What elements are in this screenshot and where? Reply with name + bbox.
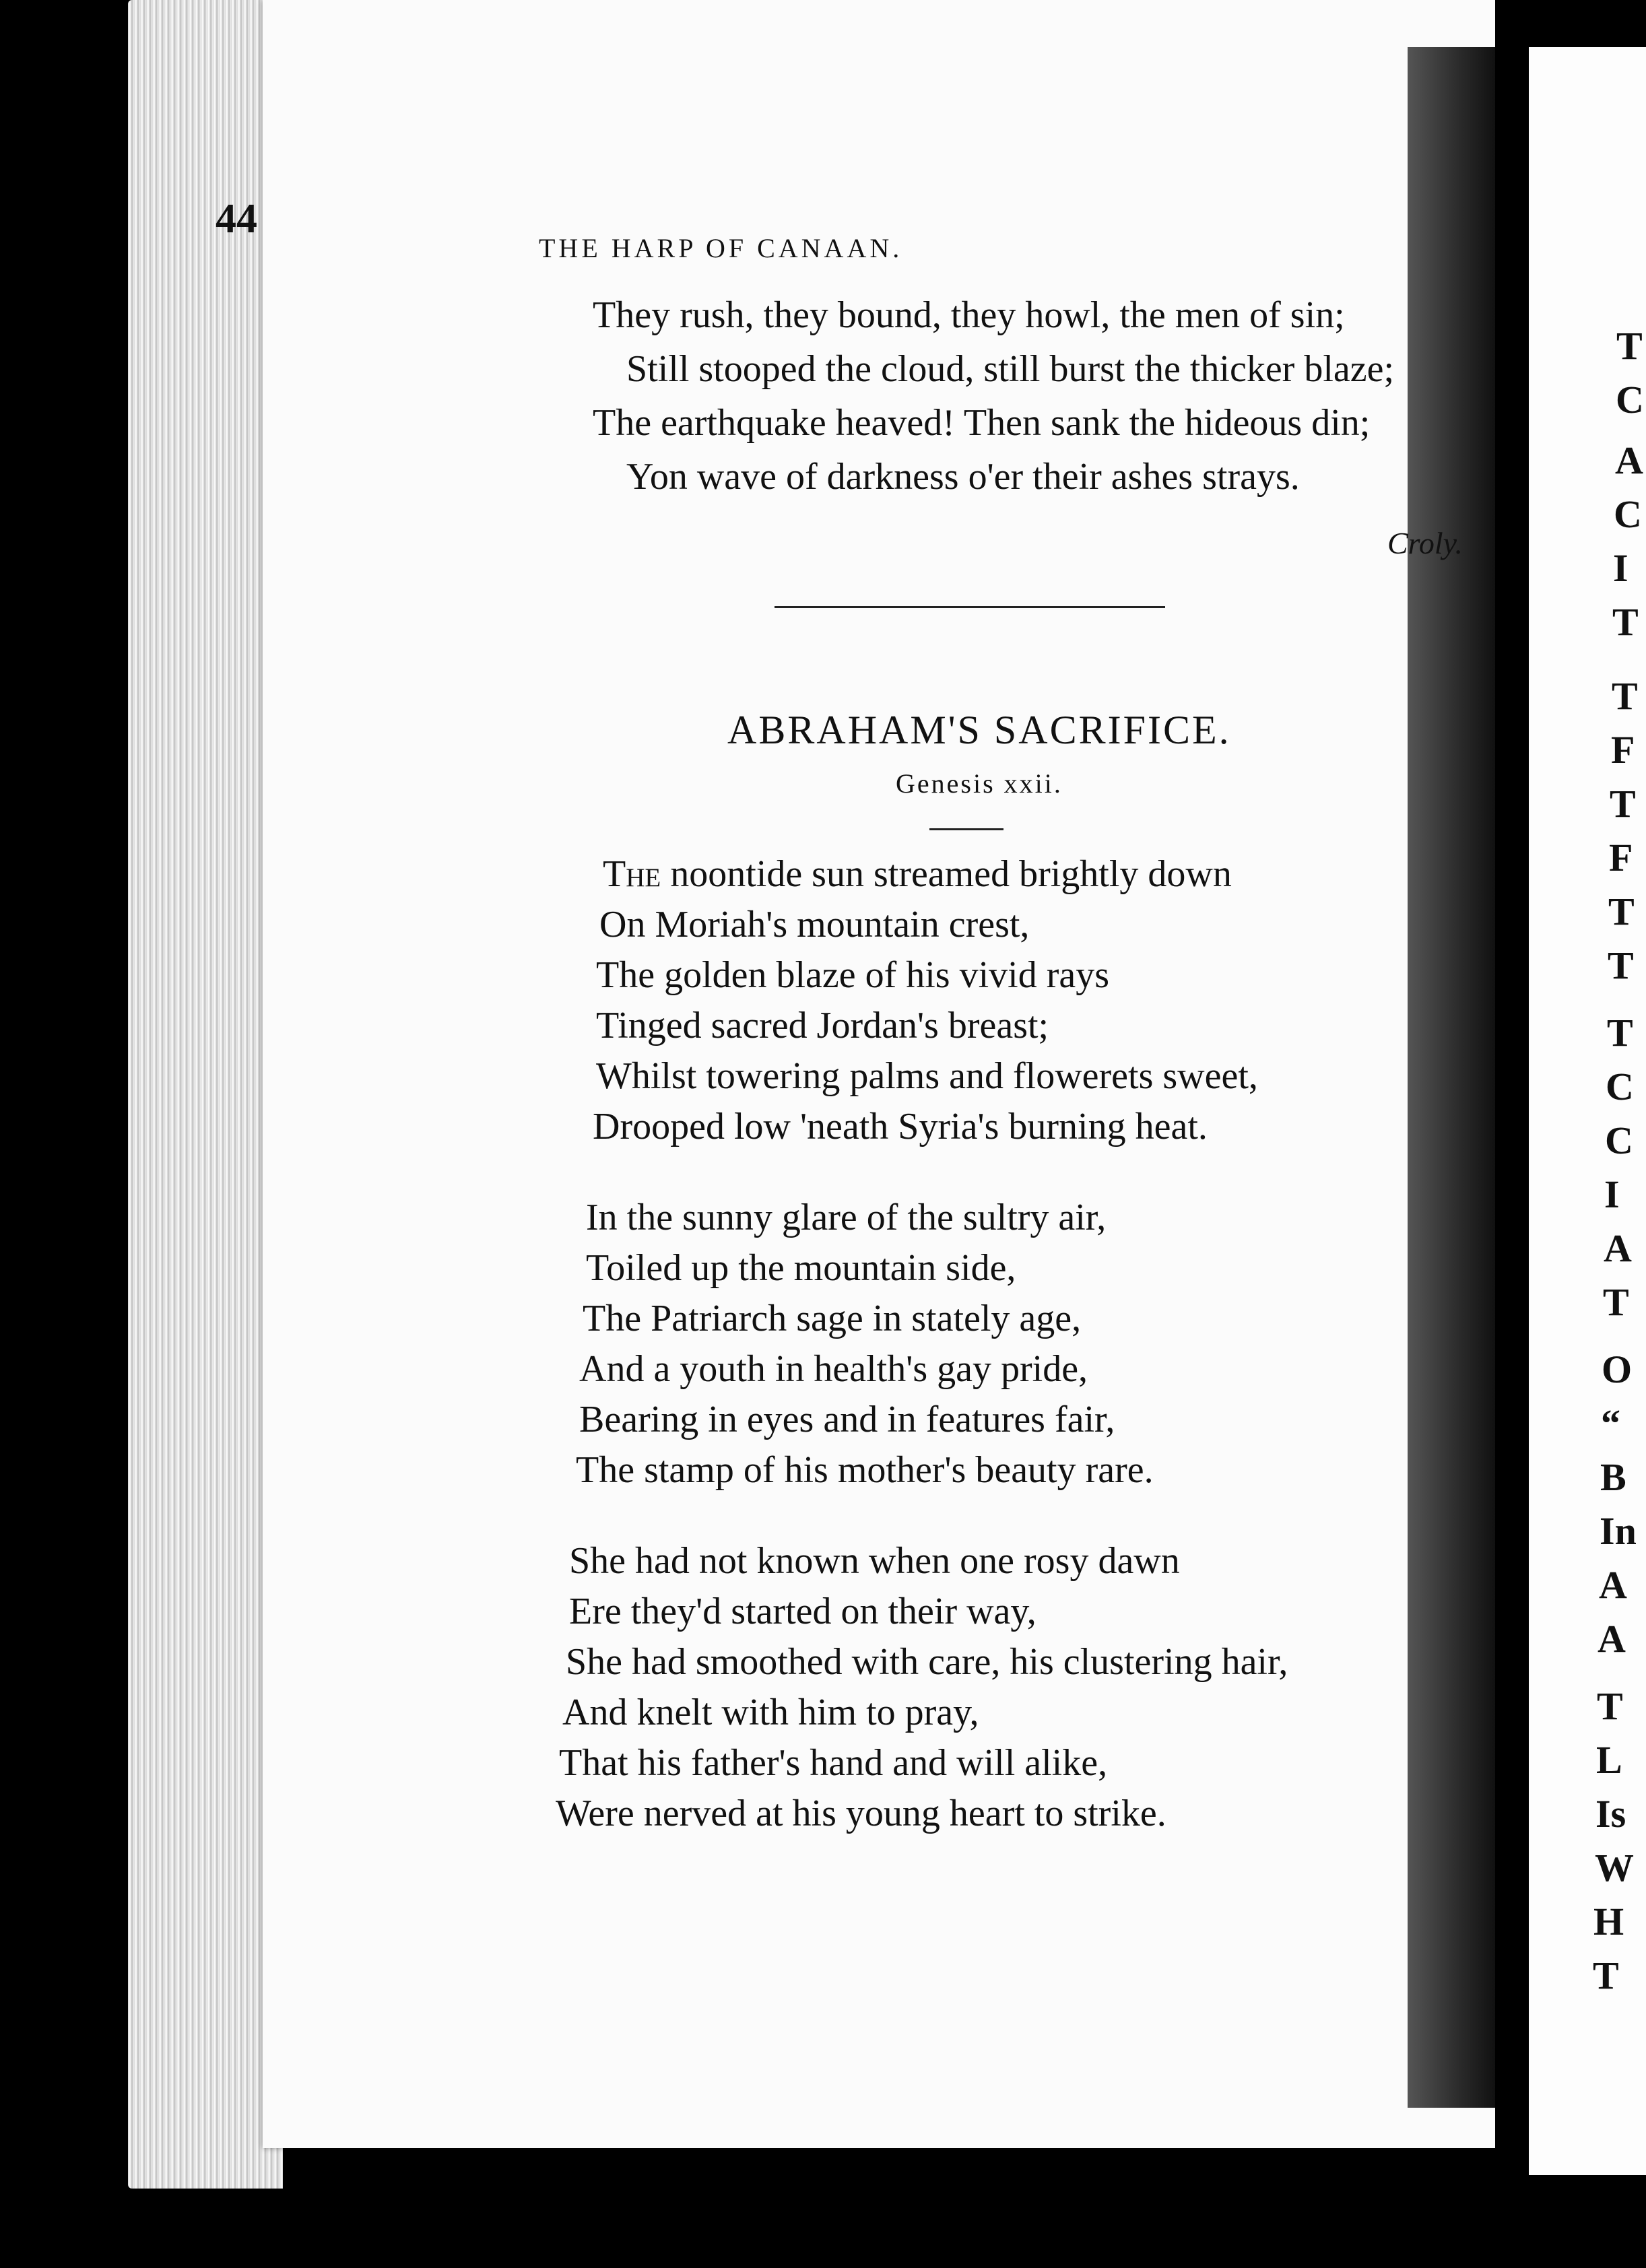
facing-page-letter: T (1616, 324, 1643, 368)
first-line-rest: noontide sun streamed brightly down (661, 853, 1232, 895)
section-divider (775, 606, 1165, 608)
attribution: Croly. (1387, 526, 1463, 560)
book-gutter (1408, 47, 1495, 2108)
facing-page-letter: A (1615, 438, 1643, 482)
verse-line: The golden blaze of his vivid rays (596, 954, 1110, 996)
verse-line: Toiled up the mountain side, (586, 1247, 1016, 1289)
facing-page-letter: A (1599, 1563, 1627, 1607)
verse-line: And a youth in health's gay pride, (579, 1348, 1088, 1390)
facing-page-letter: “ (1601, 1401, 1620, 1445)
verse-line: The earthquake heaved! Then sank the hideous din; (593, 402, 1371, 444)
facing-page-letter: F (1611, 728, 1635, 772)
poem-subtitle: Genesis xxii. (896, 768, 1063, 799)
verse-line: Whilst towering palms and flowerets sweet, (596, 1055, 1258, 1097)
running-head: THE HARP OF CANAAN. (539, 233, 903, 263)
verse-line: On Moriah's mountain crest, (599, 904, 1030, 945)
facing-page-letter: I (1604, 1172, 1620, 1216)
facing-page (1529, 47, 1646, 2175)
verse-line: They rush, they bound, they howl, the men of sin; (593, 294, 1345, 336)
verse-line: In the sunny glare of the sultry air, (586, 1197, 1107, 1238)
facing-page-letter: T (1593, 1954, 1619, 1997)
facing-page-letter: T (1608, 890, 1635, 933)
facing-page-letter: Is (1595, 1792, 1626, 1836)
title-rule (929, 828, 1003, 830)
facing-page-letter: C (1614, 492, 1642, 536)
facing-page-letter: I (1613, 546, 1628, 590)
verse-line: The stamp of his mother's beauty rare. (576, 1449, 1154, 1491)
facing-page-letter: C (1605, 1119, 1633, 1162)
facing-page-letter: In (1600, 1509, 1637, 1553)
verse-line: Ere they'd started on their way, (569, 1591, 1036, 1632)
verse-line: Were nerved at his young heart to strike. (556, 1793, 1166, 1834)
verse-line: Still stooped the cloud, still burst the thicker blaze; (626, 348, 1395, 390)
first-word: The (603, 853, 661, 895)
facing-page-letter: A (1604, 1226, 1632, 1270)
facing-page-letter: A (1598, 1617, 1626, 1661)
verse-line: Tinged sacred Jordan's breast; (596, 1005, 1049, 1046)
facing-page-letter: F (1609, 836, 1633, 879)
verse-line: Drooped low 'neath Syria's burning heat. (593, 1106, 1208, 1147)
facing-page-letter: W (1595, 1846, 1634, 1890)
verse-line-first (603, 855, 1232, 893)
verse-line: She had not known when one rosy dawn (569, 1540, 1180, 1582)
facing-page-letter: T (1597, 1684, 1623, 1728)
verse-line: She had smoothed with care, his clustering hair, (566, 1641, 1288, 1683)
facing-page-letter: C (1616, 378, 1644, 422)
verse-line: That his father's hand and will alike, (559, 1742, 1108, 1784)
facing-page-letter: C (1606, 1065, 1634, 1108)
facing-page-letter: B (1600, 1455, 1626, 1499)
facing-page-letter: T (1608, 943, 1634, 987)
verse-line: Bearing in eyes and in features fair, (579, 1399, 1115, 1440)
facing-page-letter: O (1602, 1347, 1633, 1391)
page-number: 44 (216, 196, 257, 242)
verse-line: The Patriarch sage in stately age, (583, 1298, 1082, 1339)
facing-page-letter: T (1607, 1011, 1633, 1055)
page-edges (128, 0, 283, 2189)
verse-line: Yon wave of darkness o'er their ashes strays. (626, 456, 1300, 498)
facing-page-letter: L (1596, 1738, 1622, 1782)
facing-page-letter: T (1603, 1280, 1629, 1324)
facing-page-letter: T (1612, 600, 1639, 644)
facing-page-letter: T (1610, 782, 1636, 826)
verse-line: And knelt with him to pray, (562, 1692, 979, 1733)
poem-title: ABRAHAM'S SACRIFICE. (727, 708, 1231, 752)
facing-page-letter: H (1593, 1900, 1624, 1943)
facing-page-letter: T (1612, 674, 1638, 718)
